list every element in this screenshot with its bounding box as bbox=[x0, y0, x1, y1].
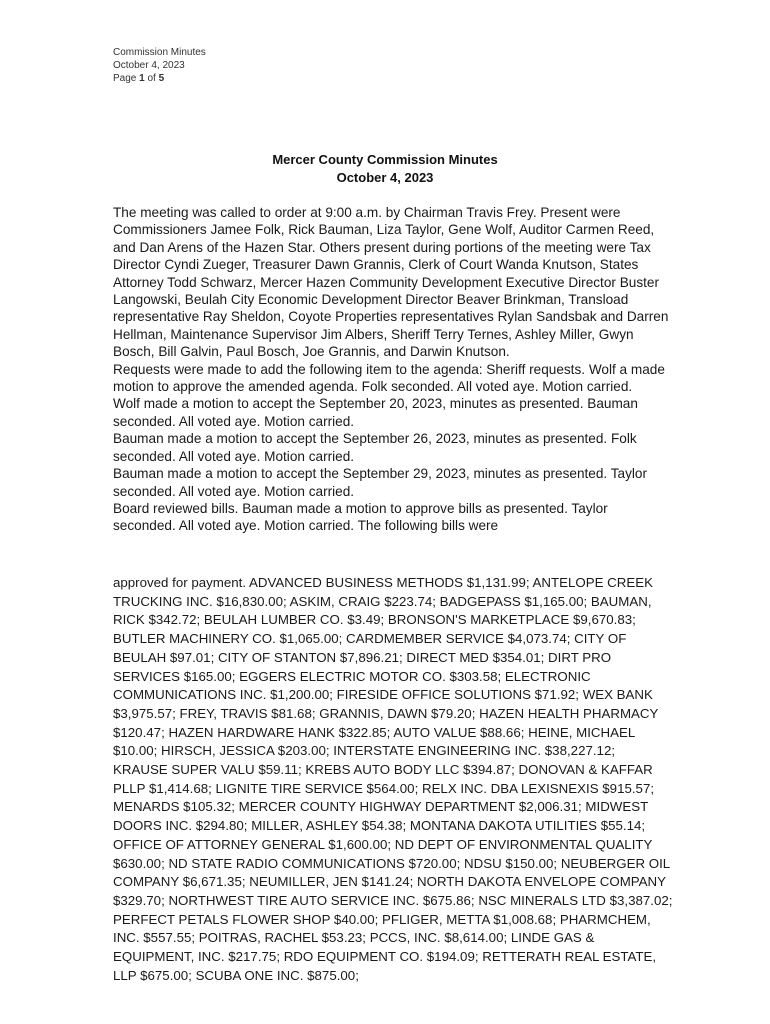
bills-list bbox=[113, 574, 673, 985]
paragraph-attendance: The meeting was called to order at 9:00 a.m. by Chairman Travis Frey. Present were Commissioners Jamee Folk, Rick Bauman, Liza Taylor, Gene Wolf, Auditor Carmen Reed, and Dan Arens of the Hazen Star. Others present during portions of the meeting were Tax Director Cyndi Zueger, Treasurer Dawn Grannis, Clerk of Court Wanda Knutson, States Attorney Todd Schwarz, Mercer Hazen Community Development Executive Director Buster Langowski, Beulah City Economic Development Director Beaver Brinkman, Transload representative Ray Sheldon, Coyote Properties representatives Rylan Sandsbak and Darren Hellman, Maintenance Supervisor Jim Albers, Sheriff Terry Ternes, Ashley Miller, Gwyn Bosch, Bill Galvin, Paul Bosch, Joe Grannis, and Darwin Knutson. bbox=[113, 205, 669, 360]
running-header bbox=[113, 46, 206, 85]
title-line-1: Mercer County Commission Minutes bbox=[272, 152, 498, 167]
page-prefix: Page bbox=[113, 73, 140, 84]
page-total: 5 bbox=[158, 73, 165, 84]
paragraph-bills-review: Board reviewed bills. Bauman made a motion to approve bills as presented. Taylor seconded. All voted aye. Motion carried. The following bills were bbox=[113, 500, 608, 534]
page-of: of bbox=[144, 73, 159, 84]
header-title: Commission Minutes bbox=[113, 47, 206, 58]
paragraph-minutes-sept-20: Wolf made a motion to accept the September 20, 2023, minutes as presented. Bauman seconded. All voted aye. Motion carried. bbox=[113, 396, 638, 429]
paragraph-bills-approved: approved for payment. ADVANCED BUSINESS METHODS $1,131.99; ANTELOPE CREEK TRUCKING INC. $16,830.00; ASKIM, CRAIG $223.74; BADGEPASS $1,165.00; BAUMAN, RICK $342.72; BEULAH LUMBER CO. $3.49; BRONSON'S MARKETPLACE $9,670.83; BUTLER MACHINERY CO. $1,065.00; CARDMEMBER SERVICE $4,073.74; CITY OF BEULAH $97.01; CITY OF STANTON $7,896.21; DIRECT MED $354.01; DIRT PRO SERVICES $165.00; EGGERS ELECTRIC MOTOR CO. $303.58; ELECTRONIC COMMUNICATIONS INC. $1,200.00; FIRESIDE OFFICE SOLUTIONS $71.92; WEX BANK $3,975.57; FREY, TRAVIS $81.68; GRANNIS, DAWN $79.20; HAZEN HEALTH PHARMACY $120.47; HAZEN HARDWARE HANK $322.85; AUTO VALUE $88.66; HEINE, MICHAEL $10.00; HIRSCH, JESSICA $203.00; INTERSTATE ENGINEERING INC. $38,227.12; KRAUSE SUPER VALU $59.11; KREBS AUTO BODY LLC $394.87; DONOVAN & KAFFAR PLLP $1,414.68; LIGNITE TIRE SERVICE $564.00; RELX INC. DBA LEXISNEXIS $915.57; MENARDS $105.32; MERCER COUNTY HIGHWAY DEPARTMENT $2,006.31; MIDWEST DOORS INC. $294.80; MILLER, ASHLEY $54.38; MONTANA DAKOTA UTILITIES $55.14; OFFICE OF ATTORNEY GENERAL $1,600.00; ND DEPT OF ENVIRONMENTAL QUALITY $630.00; ND STATE RADIO COMMUNICATIONS $720.00; NDSU $150.00; NEUBERGER OIL COMPANY $6,671.35; NEUMILLER, JEN $141.24; NORTH DAKOTA ENVELOPE COMPANY $329.70; NORTHWEST TIRE AUTO SERVICE INC. $675.86; NSC MINERALS LTD $3,387.02; PERFECT PETALS FLOWER SHOP $40.00; PFLIGER, METTA $1,008.68; PHARMCHEM, INC. $557.55; POITRAS, RACHEL $53.23; PCCS, INC. $8,614.00; LINDE GAS & EQUIPMENT, INC. $217.75; RDO EQUIPMENT CO. $194.09; RETTERATH REAL ESTATE, LLP $675.00; SCUBA ONE INC. $875.00; bbox=[113, 575, 673, 983]
minutes-body bbox=[113, 204, 673, 535]
document-title bbox=[113, 151, 657, 187]
paragraph-minutes-sept-29: Bauman made a motion to accept the September 29, 2023, minutes as presented. Taylor seconded. All voted aye. Motion carried. bbox=[113, 466, 647, 499]
header-date: October 4, 2023 bbox=[113, 60, 185, 71]
page-number: 1 bbox=[139, 73, 145, 84]
title-line-2: October 4, 2023 bbox=[336, 170, 434, 185]
paragraph-agenda: Requests were made to add the following item to the agenda: Sheriff requests. Wolf a made motion to approve the amended agenda. Folk seconded. All voted aye. Motion carried. bbox=[113, 361, 665, 395]
page-indicator bbox=[113, 72, 206, 85]
paragraph-minutes-sept-26: Bauman made a motion to accept the September 26, 2023, minutes as presented. Folk seconded. All voted aye. Motion carried. bbox=[113, 431, 637, 464]
